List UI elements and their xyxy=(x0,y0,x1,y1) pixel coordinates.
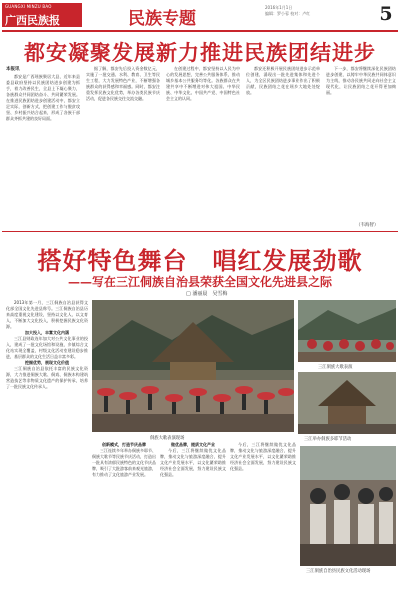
article2-paragraph: 2013年第一月，三江侗族自治县获得文化部全国文化先进县称号。三江侗族自治县历来高度重视文化建设，坚持以文化人、以文育人，不断加大文化投入，积极挖掘民族文化资源。 xyxy=(6,300,88,329)
masthead-rule xyxy=(2,30,398,32)
article1-paragraph: 据了解，都安先后投入资金数亿元，实施了一批交通、水利、教育、卫生等民生工程，大力发展特色产业，不断增强各族群众的获得感和幸福感。同时，都安注重发挥民族文化优势，举办各类民族节庆活动，促进各民族交往交流交融。 xyxy=(86,66,160,101)
main-photo xyxy=(92,300,294,432)
article2-column-3 xyxy=(160,442,226,588)
article1-paragraph: 都安是广西瑶族聚居大县，近年来县委县政府坚持以民族团结进步创建为抓手，着力改善民生，全县上下凝心聚力，各族群众共同团结奋斗、共同繁荣发展。在推进民族团结进步创建活动中，都安立足实际，创新方式，把创建工作与脱贫攻坚、乡村振兴结合起来，形成了各族干部群众齐抓共建的良好局面。 xyxy=(6,74,80,121)
main-photo-caption: 侗族大歌表演现场 xyxy=(150,436,185,441)
small-photo-1-caption: 三江侗族大歌表演 xyxy=(318,365,353,370)
article1-paragraph: 都安还积极开展民族团结进步示范单位创建，涌现出一批先进集体和先进个人，为全区民族团结进步事业作出了积极贡献，民族团结之花在瑶乡大地处处绽放。 xyxy=(246,66,320,95)
article1-headline: 都安凝聚发展新力推进民族团结进步 xyxy=(24,41,376,65)
article2-subhead: 做优品牌，提质文化产业 xyxy=(171,442,215,447)
article1-column-2 xyxy=(86,66,160,220)
small-photo-2 xyxy=(298,372,396,434)
article1-dateline: 本报讯 xyxy=(6,67,20,72)
section-title: 民族专题 xyxy=(128,9,196,29)
article2-column-1 xyxy=(6,300,88,588)
logo-english: GUANGXI MINZU BAO xyxy=(5,4,52,9)
masthead xyxy=(0,0,400,34)
small-photo-2-caption: 三江举办侗族多耶节活动 xyxy=(304,437,352,442)
small-photo-1 xyxy=(298,300,396,362)
article1-column-4 xyxy=(246,66,320,220)
article2-subheadline: ——写在三江侗族自治县荣获全国文化先进县之际 xyxy=(67,275,332,289)
article1-column-1 xyxy=(6,74,80,220)
article2-paragraph: 三江侗族自治县依托丰富的民族文化资源，大力推进侗族大歌、侗戏、侗族木构建筑营造技艺等非物质文化遗产的保护传承，培养了一批民族文化传承人。 xyxy=(6,366,88,389)
article2-column-2 xyxy=(92,442,156,588)
small-photo-1-image xyxy=(298,300,396,362)
article2-paragraph: 三江县财政连年加大对公共文化事业的投入，建成了一批文化场馆和设施，乡镇综合文化站实现全覆盖，村级文化活动室建设稳步推进，基层群众的文化生活日益丰富多彩。 xyxy=(6,336,88,359)
section-divider xyxy=(2,231,398,232)
article2-headline: 搭好特色舞台 唱红发展劲歌 xyxy=(37,247,363,275)
article1-column-5 xyxy=(326,66,396,220)
article2-subhead: 创新模式，打造节庆品牌 xyxy=(102,442,146,447)
article1-paragraph: 在创建过程中，都安坚持以人民为中心的发展思想，完善公共服务体系，推动城乡基本公共服务均等化。各族群众在共建共享中不断增进对伟大祖国、中华民族、中华文化、中国共产党、中国特色社会主义的认同。 xyxy=(166,66,240,101)
article2-paragraph: 今后，三江将继续做优文化品牌，推动文化与旅游深度融合，提升文化产业发展水平，以文化繁荣助推经济社会全面发展，努力建设民族文化强县。 xyxy=(160,448,226,477)
performance-photo-image xyxy=(92,300,294,432)
small-photo-2-image xyxy=(298,372,396,434)
article1-column-3 xyxy=(166,66,240,220)
article2-subhead: 加大投入，丰富文化内涵 xyxy=(25,330,69,335)
issue-info xyxy=(265,5,367,17)
issue-date: 2016年1月1日 xyxy=(265,5,293,10)
article2-paragraph: 今后，三江将继续做优文化品牌，推动文化与旅游深度融合，提升文化产业发展水平，以文化繁荣助推经济社会全面发展，努力建设民族文化强县。 xyxy=(230,442,296,471)
small-photo-3-caption: 三江侗族自治县民族文化活动现场 xyxy=(306,569,371,574)
article2-byline: □ 潘丽晨 吴雪梅 xyxy=(186,291,228,297)
logo-chinese: 广西民族报 xyxy=(5,14,60,27)
article2-column-4 xyxy=(230,442,296,588)
article1-byline: （韦海智） xyxy=(356,223,379,228)
article2-paragraph: 三江连续多年举办侗族多耶节、侗族大歌节等民族节庆活动，打造出一批具有浓郁民族特色的文化节庆品牌，吸引了大批游客前来观光旅游，有力推动了文化旅游产业发展。 xyxy=(92,448,156,477)
newspaper-logo xyxy=(2,3,82,27)
article1-paragraph: 下一步，都安将继续深化民族团结进步创建，以铸牢中华民族共同体意识为主线，推动各民族共同走向社会主义现代化，让民族团结之花开得更加绚丽。 xyxy=(326,66,396,95)
page-number: 5 xyxy=(379,3,393,25)
small-photo-3-image xyxy=(300,446,396,566)
small-photo-3 xyxy=(300,446,396,566)
issue-editors: 编辑：罗小蓉 校对：卢红 xyxy=(265,11,311,16)
article2-subhead: 挖掘优势，展现文化价值 xyxy=(25,360,69,365)
